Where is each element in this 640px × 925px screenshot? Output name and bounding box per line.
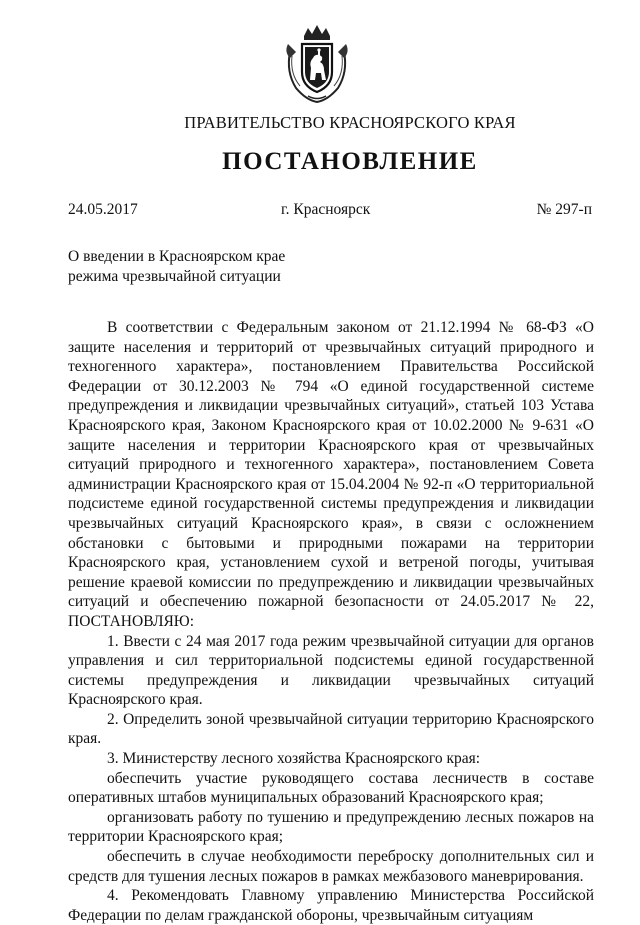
subject-line: О введении в Красноярском крае [68, 248, 286, 265]
body-paragraph: 3. Министерству лесного хозяйства Красноярского края: [107, 750, 481, 768]
document-city: г. Красноярск [281, 201, 371, 218]
body-paragraph: 2. Определить зоной чрезвычайной ситуации территорию Красноярского края. [68, 710, 594, 748]
body-paragraph: обеспечить в случае необходимости переброску дополнительных сил и средств для тушения лесных пожаров в рамках межбазового маневрирования. [68, 848, 594, 885]
subject-line: режима чрезвычайной ситуации [68, 268, 281, 285]
body-paragraph: обеспечить участие руководящего состава лесничеств в составе оперативных штабов муниципальных образований Красноярского края; [68, 769, 594, 807]
document-type-title: ПОСТАНОВЛЕНИЕ [222, 148, 478, 175]
body-paragraph: 4. Рекомендовать Главному управлению Министерства Российской Федерации по делам гражданской обороны, чрезвычайным ситуациям [68, 887, 594, 924]
body-paragraph: организовать работу по тушению и предупреждению лесных пожаров на территории Красноярского края; [68, 808, 594, 846]
document-date: 24.05.2017 [68, 201, 138, 218]
document-body [68, 318, 594, 925]
body-paragraph: 1. Ввести с 24 мая 2017 года режим чрезвычайной ситуации для органов управления и сил территориальной подсистемы единой государственной системы предупреждения и ликвидации чрезвычайных ситуаций Красноярского края. [68, 632, 594, 709]
document-subject [68, 247, 285, 287]
government-name: ПРАВИТЕЛЬСТВО КРАСНОЯРСКОГО КРАЯ [184, 113, 516, 132]
body-paragraph: В соответствии с Федеральным законом от 21.12.1994 № 68-ФЗ «О защите населения и территорий от чрезвычайных ситуаций природного и техногенного характера», постановлением Правительства Российской Федерации от 30.12.2003 № 794 «О единой государственной системе предупреждения и ликвидации чрезвычайных ситуаций», статьей 103 Устава Красноярского края, Законом Красноярского края от 10.02.2000 № 9-631 «О защите населения и территории Красноярского края от чрезвычайных ситуаций природного и техногенного характера», постановлением Совета администрации Красноярского края от 15.04.2004 № 92-п «О территориальной подсистеме единой государственной системы предупреждения и ликвидации чрезвычайных ситуаций Красноярского края», в связи с осложнением обстановки с бытовыми и природными пожарами на территории Красноярского края, установлением сухой и ветреной погоды, учитывая решение краевой комиссии по предупреждению и ликвидации чрезвычайных ситуаций и обеспечению пожарной безопасности от 24.05.2017 № 22, ПОСТАНОВЛЯЮ: [68, 319, 594, 630]
document-meta-row [68, 201, 592, 221]
krasnoyarsk-coat-of-arms-icon [282, 22, 352, 104]
document-number: № 297-п [536, 201, 592, 218]
